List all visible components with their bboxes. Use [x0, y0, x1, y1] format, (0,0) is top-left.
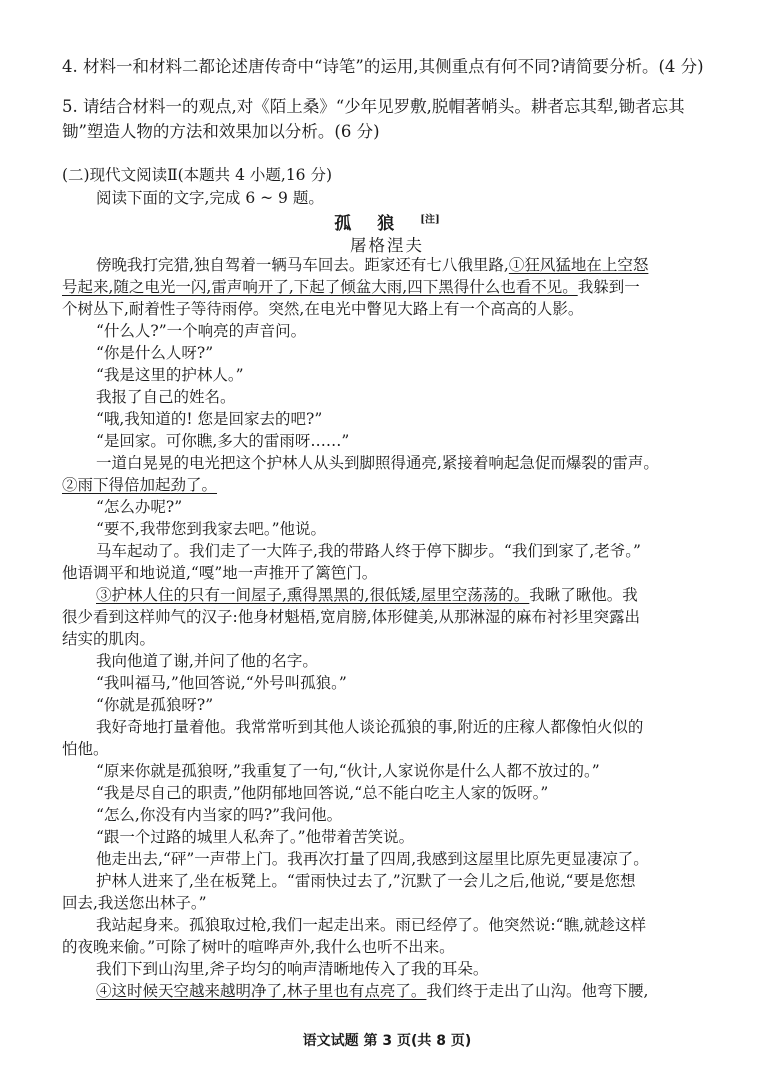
passage-line: “跟一个过路的城里人私奔了。”他带着苦笑说。: [96, 828, 415, 846]
passage-line: “哦,我知道的! 您是回家去的吧?”: [96, 410, 323, 428]
article-author: 屠格涅夫: [350, 236, 424, 255]
passage-line: 我向他道了谢,并问了他的名字。: [96, 652, 318, 670]
passage-line: 我报了自己的姓名。: [96, 388, 236, 406]
passage-line: 我们下到山沟里,斧子均匀的响声清晰地传入了我的耳朵。: [96, 960, 489, 978]
passage-line: “要不,我带您到我家去吧。”他说。: [96, 520, 327, 538]
passage-line: “我是这里的护林人。”: [96, 366, 244, 384]
passage-line: 怕他。: [62, 740, 109, 758]
passage-line: “怎么办呢?”: [96, 498, 183, 516]
underlined-sentence-1: ①狂风猛地在上空怒: [508, 256, 649, 274]
underlined-sentence-3: ③护林人住的只有一间屋子,熏得黑黑的,很低矮,屋里空荡荡的。: [96, 586, 530, 604]
passage-line: “我是尽自己的职责,”他阴郁地回答说,“总不能白吃主人家的饭呀。”: [96, 784, 549, 802]
passage-line: “你是什么人呀?”: [96, 344, 214, 362]
passage-line: 傍晚我打完猎,独自驾着一辆马车回去。距家还有七八俄里路,①狂风猛地在上空怒: [96, 256, 649, 274]
passage-line: 我站起身来。孤狼取过枪,我们一起走出来。雨已经停了。他突然说:“瞧,就趁这样: [96, 916, 647, 934]
passage-line: 马车起动了。我们走了一大阵子,我的带路人终于停下脚步。“我们到家了,老爷。”: [96, 542, 641, 560]
section-header: (二)现代文阅读Ⅱ(本题共 4 小题,16 分): [62, 166, 333, 184]
passage-line: 结实的肌肉。: [62, 630, 156, 648]
passage-line: “怎么,你没有内当家的吗?”我问他。: [96, 806, 343, 824]
article-title: 孤狼: [334, 214, 421, 234]
passage-line: “我叫福马,”他回答说,“外号叫孤狼。”: [96, 674, 347, 692]
passage-line: “原来你就是孤狼呀,”我重复了一句,“伙计,人家说你是什么人都不放过的。”: [96, 762, 600, 780]
page-footer: 语文试题 第 3 页(共 8 页): [302, 1033, 472, 1049]
passage-line: 个树丛下,耐着性子等待雨停。突然,在电光中瞥见大路上有一个高高的人影。: [62, 300, 584, 318]
passage-line: 护林人进来了,坐在板凳上。“雷雨快过去了,”沉默了一会儿之后,他说,“要是您想: [96, 872, 636, 890]
passage-line: 的夜晚来偷。”可除了树叶的喧哗声外,我什么也听不出来。: [62, 938, 455, 956]
passage-line: ③护林人住的只有一间屋子,熏得黑黑的,很低矮,屋里空荡荡的。我瞅了瞅他。我: [96, 586, 638, 604]
passage-line: 很少看到这样帅气的汉子:他身材魁梧,宽肩膀,体形健美,从那淋湿的麻布衬衫里突露出: [62, 608, 641, 626]
passage-line: 我好奇地打量着他。我常常听到其他人谈论孤狼的事,附近的庄稼人都像怕火似的: [96, 718, 644, 736]
question-5-line-1: 5. 请结合材料一的观点,对《陌上桑》“少年见罗敷,脱帽著帩头。耕者忘其犁,锄者忘其: [62, 97, 685, 116]
passage-line: ④这时候天空越来越明净了,林子里也有点亮了。我们终于走出了山沟。他弯下腰,: [96, 982, 649, 1000]
underlined-sentence-1-cont: 号起来,随之电光一闪,雷声响开了,下起了倾盆大雨,四下黑得什么也看不见。: [62, 278, 578, 296]
passage-line: “是回家。可你瞧,多大的雷雨呀……”: [96, 432, 350, 450]
section-instruction: 阅读下面的文字,完成 6 ~ 9 题。: [96, 189, 324, 207]
passage-line: 他语调平和地说道,“嘎”地一声推开了篱笆门。: [62, 564, 378, 582]
passage-line: “你就是孤狼呀?”: [96, 696, 214, 714]
underlined-sentence-2: ②雨下得倍加起劲了。: [62, 476, 218, 494]
question-5-line-2: 锄”塑造人物的方法和效果加以分析。(6 分): [62, 122, 380, 141]
question-4: 4. 材料一和材料二都论述唐传奇中“诗笔”的运用,其侧重点有何不同?请简要分析。(4 分): [62, 57, 704, 76]
passage-line: 回去,我送您出林子。”: [62, 894, 207, 912]
passage-line: 他走出去,“砰”一声带上门。我再次打量了四周,我感到这屋里比原先更显凄凉了。: [96, 850, 649, 868]
title-footnote-marker: [注]: [420, 214, 440, 226]
underlined-sentence-4: ④这时候天空越来越明净了,林子里也有点亮了。: [96, 982, 427, 1000]
passage-line: 号起来,随之电光一闪,雷声响开了,下起了倾盆大雨,四下黑得什么也看不见。我躲到一: [62, 278, 640, 296]
passage-line: 一道白晃晃的电光把这个护林人从头到脚照得通亮,紧接着响起急促而爆裂的雷声。: [96, 454, 659, 472]
passage-line: “什么人?”一个响亮的声音问。: [96, 322, 307, 340]
article-title-block: [0, 209, 774, 234]
passage-line: [62, 474, 738, 496]
